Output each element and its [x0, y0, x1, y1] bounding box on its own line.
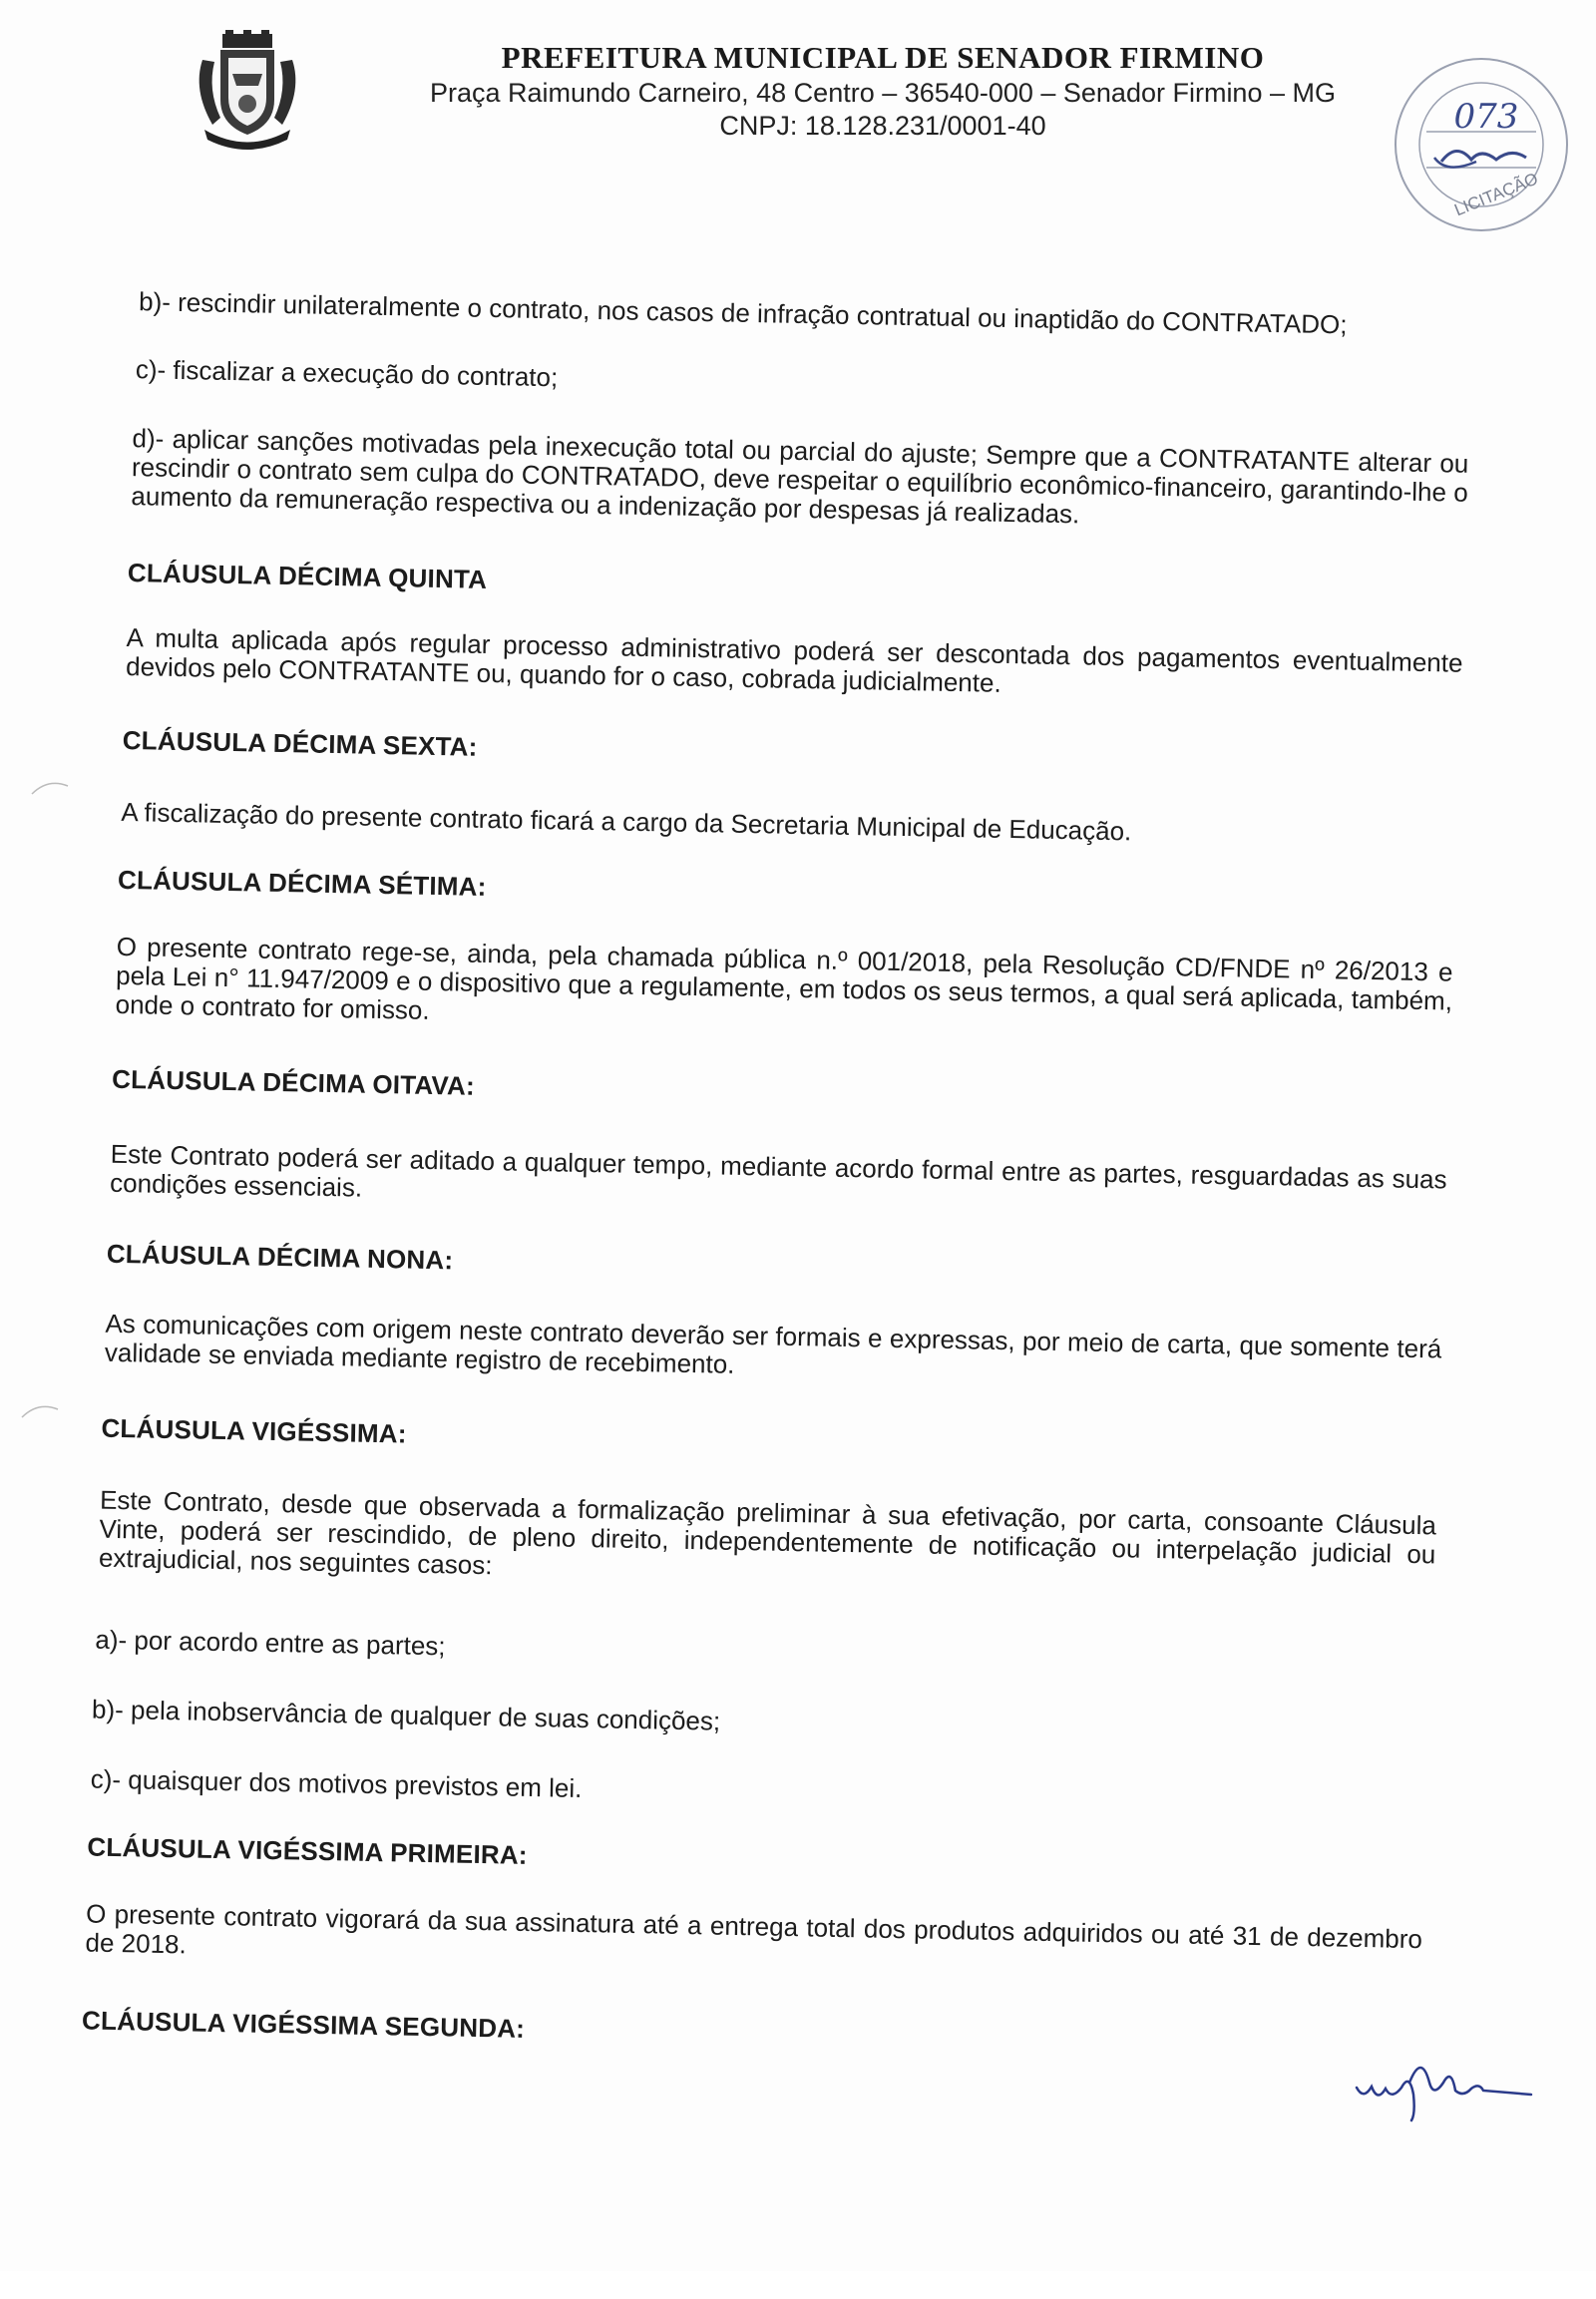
clause-21-text: O presente contrato vigorará da sua assinatura até a entrega total dos produtos adquiridos ou até 31 de dezembro de 2018. — [85, 1898, 1423, 1960]
clause-18-title: CLÁUSULA DÉCIMA OITAVA: — [111, 1063, 476, 1101]
clause-20-title: CLÁUSULA VIGÉSSIMA: — [101, 1412, 407, 1449]
clause-16-title: CLÁUSULA DÉCIMA SEXTA: — [122, 724, 478, 762]
stamp-number: 073 — [1453, 97, 1519, 137]
margin-mark — [20, 1401, 60, 1421]
clause-20-item-b: b)- pela inobservância de qualquer de suas condições; — [91, 1694, 721, 1736]
item-c-fiscalizar: c)- fiscalizar a execução do contrato; — [135, 354, 559, 393]
clause-15-title: CLÁUSULA DÉCIMA QUINTA — [127, 558, 488, 594]
stamp-bottom-text: LICITAÇÃO — [1451, 169, 1541, 220]
letterhead-address: Praça Raimundo Carneiro, 48 Centro – 36540-000 – Senador Firmino – MG — [430, 78, 1336, 108]
clause-21-title: CLÁUSULA VIGÉSSIMA PRIMEIRA: — [87, 1831, 529, 1870]
letterhead-title: PREFEITURA MUNICIPAL DE SENADOR FIRMINO — [501, 40, 1265, 75]
letterhead-cnpj: CNPJ: 18.128.231/0001-40 — [719, 111, 1046, 141]
handwritten-initials — [1352, 2043, 1541, 2122]
clause-17-text: O presente contrato rege-se, ainda, pela chamada pública n.º 001/2018, pela Resolução CD/FNDE nº 26/2013 e pela Lei n° 11.947/2009 e o dispositivo que a regulamente, em todos os seus termos, a qual será aplicada, também, onde o contrato for omisso. — [115, 931, 1453, 1025]
margin-mark — [30, 778, 70, 798]
clause-15-text: A multa aplicada após regular processo administrativo poderá ser descontada dos pagamentos eventualmente devidos pelo CONTRATANTE ou, quando for o caso, cobrada judicialmente. — [125, 622, 1463, 698]
clause-16-text: A fiscalização do presente contrato ficará a cargo da Secretaria Municipal de Educação. — [121, 796, 1132, 847]
clause-20-item-a: a)- por acordo entre as partes; — [95, 1624, 446, 1662]
clause-20-text: Este Contrato, desde que observada a formalização preliminar à sua efetivação, por carta, consoante Cláusula Vinte, poderá ser rescindido, de pleno direito, independentemente de notificação ou interpelação judicial ou extrajudicial, nos seguintes casos: — [98, 1484, 1437, 1581]
clause-17-title: CLÁUSULA DÉCIMA SÉTIMA: — [117, 864, 487, 902]
clause-18-text: Este Contrato poderá ser aditado a qualquer tempo, mediante acordo formal entre as partes, resguardadas as suas condições essenciais. — [109, 1138, 1447, 1203]
item-b-rescindir: b)- rescindir unilateralmente o contrato, nos casos de infração contratual ou inaptidão do CONTRATADO; — [138, 286, 1348, 340]
item-d-aplicar-sancoes: d)- aplicar sanções motivadas pela inexecução total ou parcial do ajuste; Sempre que a CONTRATANTE alterar ou rescindir o contrato sem culpa do CONTRATADO, deve respeitar o equilíbrio econômico-financeiro, garantindo-lhe o aumento da remuneração respectiva ou a indenização por despesas já realizadas. — [131, 423, 1469, 530]
clause-22-title: CLÁUSULA VIGÉSSIMA SEGUNDA: — [81, 2005, 526, 2044]
clause-20-item-c: c)- quaisquer dos motivos previstos em lei. — [90, 1763, 583, 1803]
clause-19-text: As comunicações com origem neste contrato deverão ser formais e expressas, por meio de carta, que somente terá validade se enviada mediante registro de recebimento. — [104, 1308, 1442, 1379]
clause-19-title: CLÁUSULA DÉCIMA NONA: — [106, 1238, 454, 1276]
